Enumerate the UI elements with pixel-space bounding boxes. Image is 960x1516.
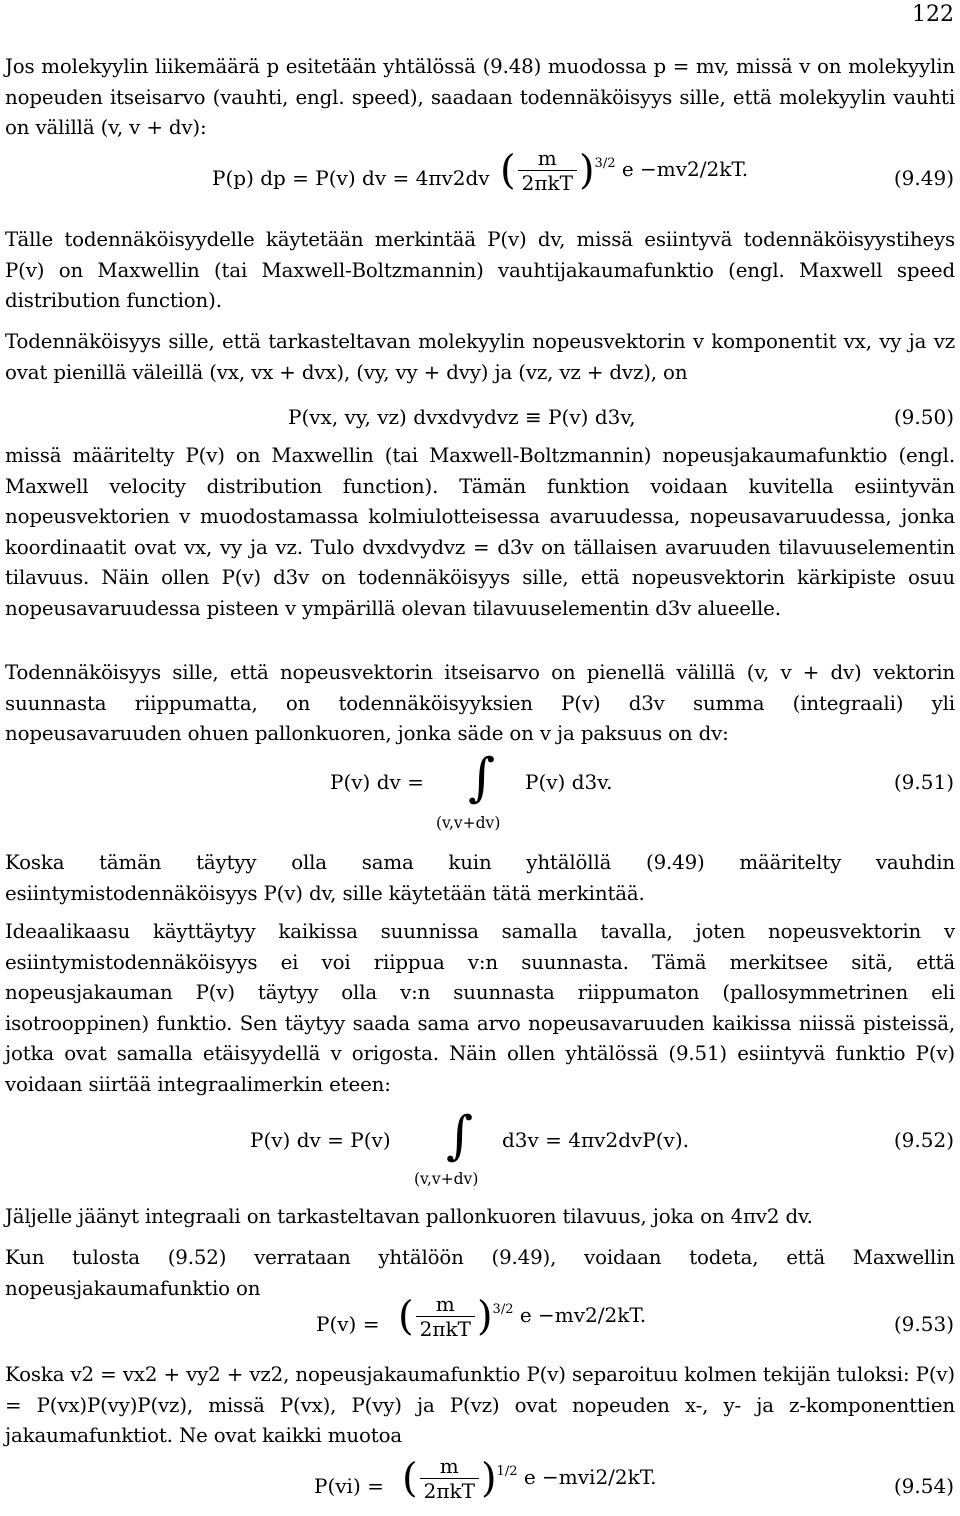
- page-number: 122: [912, 2, 954, 27]
- right-paren: ): [480, 1455, 497, 1502]
- integral-sign: ∫: [468, 748, 496, 808]
- exponential-term: e −mv2/2kT.: [519, 1303, 647, 1327]
- equation-number: (9.50): [893, 405, 954, 429]
- eq-fraction-group: [398, 1292, 646, 1341]
- right-paren: ): [578, 147, 595, 194]
- eq-lhs: P(vi) =: [314, 1474, 384, 1498]
- left-paren: (: [402, 1455, 418, 1502]
- eq-lhs: P(v) =: [316, 1312, 380, 1336]
- denominator: 2πkT: [416, 1316, 475, 1341]
- paragraph-3: Todennäköisyys sille, että tarkasteltavan molekyylin nopeusvektorin v komponentit vx, vy ja vz ovat pienillä väleillä (vx, vx + dvx), (vy, vy + dvy) ja (vz, vz + dvz), on: [5, 330, 955, 384]
- denominator: 2πkT: [518, 170, 577, 195]
- eq-lhs: P(p) dp = P(v) dv = 4πv2dv: [212, 166, 490, 190]
- paragraph-7: Ideaalikaasu käyttäytyy kaikissa suunnissa samalla tavalla, joten nopeusvektorin v esiintymistodennäköisyys ei voi riippua v:n suunnasta. Tämä merkitsee sitä, että nopeusjakauman P(v) täytyy olla v:n suunnasta riippumaton (pallosymmetrinen eli isotrooppinen) funktio. Sen täytyy saada sama arvo nopeusavaruuden kaikissa niissä pisteissä, jotka ovat samalla etäisyydellä v origosta. Näin ollen yhtälössä (9.51) esiintyvä funktio P(v) voidaan siirtää integraalimerkin eteen:: [5, 920, 955, 1096]
- equation-9-53: [0, 1292, 960, 1360]
- equation-9-52: [0, 1106, 960, 1194]
- fraction: [518, 146, 577, 195]
- equation-9-49: [0, 146, 960, 198]
- paragraph-9: Kun tulosta (9.52) verrataan yhtälöön (9.49), voidaan todeta, että Maxwellin nopeusjakaumafunktio on: [5, 1246, 955, 1300]
- equation-number: (9.49): [893, 166, 954, 190]
- integral-limits: (v,v+dv): [436, 814, 501, 832]
- exponent: 1/2: [496, 1464, 518, 1479]
- exponent: 3/2: [492, 1302, 514, 1317]
- equation-number: (9.52): [893, 1128, 954, 1152]
- fraction: [420, 1454, 479, 1503]
- numerator: m: [439, 1454, 459, 1478]
- integral-limits: (v,v+dv): [414, 1170, 479, 1188]
- eq-lhs: P(vx, vy, vz) dvxdvydvz ≡ P(v) d3v,: [288, 405, 636, 429]
- equation-9-51: [0, 748, 960, 836]
- equation-9-54: [0, 1454, 960, 1516]
- eq-fraction-group: [402, 1454, 657, 1503]
- eq-rhs: d3v = 4πv2dvP(v).: [502, 1128, 690, 1152]
- paragraph-1: Jos molekyylin liikemäärä p esitetään yhtälössä (9.48) muodossa p = mv, missä v on molekyylin nopeuden itseisarvo (vauhti, engl. speed), saadaan todennäköisyys sille, että molekyylin vauhti on välillä (v, v + dv):: [5, 55, 955, 139]
- left-paren: (: [398, 1293, 414, 1340]
- integral-sign: ∫: [446, 1106, 474, 1166]
- eq-fraction-group: [500, 146, 748, 195]
- paragraph-5: Todennäköisyys sille, että nopeusvektorin itseisarvo on pienellä välillä (v, v + dv) vektorin suunnasta riippumatta, on todennäköisyyksien P(v) d3v summa (integraali) yli nopeusavaruuden ohuen pallonkuoren, jonka säde on v ja paksuus on dv:: [5, 661, 955, 745]
- numerator: m: [537, 146, 557, 170]
- eq-lhs: P(v) dv = P(v): [250, 1128, 391, 1152]
- equation-number: (9.51): [893, 770, 954, 794]
- right-paren: ): [476, 1293, 493, 1340]
- eq-rhs: P(v) d3v.: [525, 770, 613, 794]
- exponential-term: e −mv2/2kT.: [621, 157, 749, 181]
- equation-9-50: [0, 405, 960, 445]
- exponent: 3/2: [594, 156, 616, 171]
- paragraph-2: Tälle todennäköisyydelle käytetään merkintää P(v) dv, missä esiintyvä todennäköisyystiheys P(v) on Maxwellin (tai Maxwell-Boltzmannin) vauhtijakaumafunktio (engl. Maxwell speed distribution function).: [5, 228, 955, 312]
- equation-number: (9.54): [893, 1474, 954, 1498]
- denominator: 2πkT: [420, 1478, 479, 1503]
- eq-lhs: P(v) dv =: [330, 770, 424, 794]
- numerator: m: [435, 1292, 455, 1316]
- fraction: [416, 1292, 475, 1341]
- equation-number: (9.53): [893, 1312, 954, 1336]
- exponential-term: e −mvi2/2kT.: [523, 1465, 657, 1489]
- paragraph-4: missä määritelty P(v) on Maxwellin (tai Maxwell-Boltzmannin) nopeusjakaumafunktio (engl. Maxwell velocity distribution function). Tämän funktion voidaan kuvitella esiintyvän nopeusvektorien v muodostamassa kolmiulotteisessa avaruudessa, nopeusavaruudessa, jonka koordinaatit ovat vx, vy ja vz. Tulo dvxdvydvz = d3v on tällaisen avaruuden tilavuuselementin tilavuus. Näin ollen P(v) d3v on todennäköisyys sille, että nopeusvektorin kärkipiste osuu nopeusavaruudessa pisteen v ympärillä olevan tilavuuselementin d3v alueelle.: [5, 444, 955, 620]
- paragraph-8: Jäljelle jäänyt integraali on tarkasteltavan pallonkuoren tilavuus, joka on 4πv2 dv.: [5, 1205, 813, 1228]
- paragraph-6: Koska tämän täytyy olla sama kuin yhtälöllä (9.49) määritelty vauhdin esiintymistodennäköisyys P(v) dv, sille käytetään tätä merkintää.: [5, 851, 955, 905]
- paragraph-10: Koska v2 = vx2 + vy2 + vz2, nopeusjakaumafunktio P(v) separoituu kolmen tekijän tuloksi: P(v) = P(vx)P(vy)P(vz), missä P(vx), P(vy) ja P(vz) ovat nopeuden x-, y- ja z-komponenttien jakaumafunktiot. Ne ovat kaikki muotoa: [5, 1363, 955, 1447]
- left-paren: (: [500, 147, 516, 194]
